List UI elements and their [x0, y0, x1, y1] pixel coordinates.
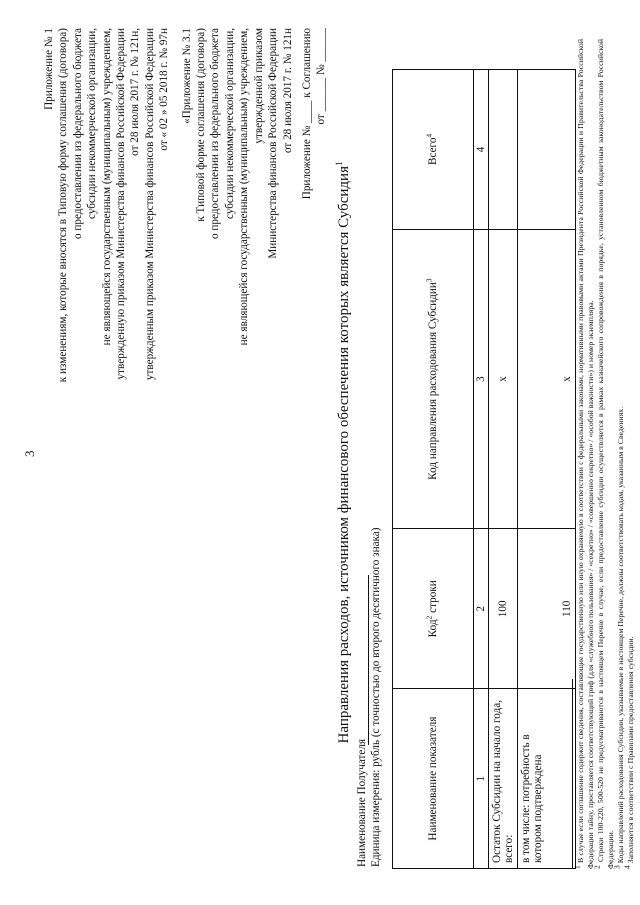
header-direction	[393, 229, 474, 529]
recipient-underline	[368, 575, 369, 745]
header-code-tail: строки	[427, 580, 439, 616]
footnote-text: Коды направлений расходования Субсидии, указываемые в настоящем Перечне, должны соответствовать кодам, указанным в Сведениях.	[616, 406, 625, 864]
footnote	[622, 39, 636, 869]
row-total	[489, 70, 518, 230]
appendix-line: утвержденную приказом Министерства финансов Российской Федерации	[115, 28, 128, 380]
footnote-mark: 3	[612, 865, 622, 869]
header-direction-sup: 3	[424, 278, 434, 283]
table-row	[518, 70, 576, 869]
row-code: 100	[489, 529, 518, 689]
header-code	[393, 529, 474, 689]
appendix-line: не являющейся государственным (муниципальным) учреждением,	[100, 28, 113, 346]
footnote-text: Заполняется в соответствии с Правилами предоставления субсидии.	[626, 636, 635, 864]
appendix-line: от 28 июля 2017 г. № 121н	[281, 28, 294, 154]
row-direction: x	[518, 229, 576, 529]
footnote	[612, 39, 626, 869]
header-total-text: Всего	[427, 137, 439, 165]
agreement-date-line: от ______ № ______	[315, 28, 328, 125]
footnote-text: Строки 100-220, 500-520 не предусматриваются в настоящем Перечне в случае, если предоставление субсидии осуществляется в рамках казначейского сопровождения в порядке, установленном бюджетным законодательством Российской Федерации.	[596, 39, 615, 869]
row-name: Остаток Субсидии на начало года, всего:	[489, 689, 518, 869]
appendix-spacer	[172, 28, 180, 468]
appendix-line: субсидии некоммерческой организации,	[86, 28, 99, 219]
header-direction-text: Код направления расходования Субсидии	[427, 282, 439, 480]
row-total	[518, 70, 576, 230]
appendix-line: от 28 июля 2017 г. № 121н,	[129, 28, 142, 156]
appendix-line: Министерства финансов Российской Федерации	[267, 28, 280, 259]
column-index: 4	[474, 70, 489, 230]
footnote-mark: 1	[572, 865, 582, 869]
appendix-line: Приложение № 1	[43, 28, 55, 110]
title-text: Направления расходов, источником финансового обеспечения которых является Субсидия	[336, 166, 352, 744]
column-index: 2	[474, 529, 489, 689]
appendix-line: о предоставлении из федерального бюджета	[71, 28, 84, 240]
appendix-line: не являющейся государственным (муниципальным) учреждением,	[238, 28, 251, 346]
appendix-line: «Приложение № 3.1	[180, 28, 193, 124]
column-index: 1	[474, 689, 489, 869]
footnotes	[572, 39, 636, 869]
agreement-line: Приложение № ____ к Соглашению	[301, 28, 313, 200]
expense-directions-table	[392, 69, 576, 869]
appendix-line: о предоставлении из федерального бюджета	[209, 28, 222, 240]
header-name: Наименование показателя	[393, 689, 474, 869]
footnote-mark: 4	[622, 865, 632, 869]
footnote	[592, 39, 616, 869]
header-code-sup: 2	[424, 615, 434, 620]
row-direction: x	[489, 229, 518, 529]
footnote-separator	[572, 679, 573, 869]
row-name: в том числе: потребность в котором подтверждена	[518, 689, 576, 869]
agreement-reference	[300, 28, 329, 288]
appendix-line: утвержденной приказом	[252, 28, 265, 144]
table-header-row	[393, 70, 474, 869]
footnote-text: В случае если соглашение содержит сведения, составляющие государственную или иную охраняемую в соответствии с федеральными законами, нормативными правовыми актами Президента Российской Федерации и Правительства Российской Федерации тайну, проставляется соответствующий гриф (для «служебного пользования» / «секретно» / «совершенно секретно» / «особой важности») и номер экземпляра.	[576, 39, 595, 869]
footnote	[572, 39, 596, 869]
header-total-sup: 4	[424, 133, 434, 138]
header-code-text: Код	[427, 619, 439, 638]
column-index: 3	[474, 229, 489, 529]
appendix-line: от « 02 » 05 2018 г. № 97н	[158, 28, 171, 151]
appendix-line: субсидии некоммерческой организации,	[223, 28, 236, 219]
recipient-label: Наименование Получателя	[356, 738, 368, 867]
title-footnote-mark: 1	[334, 161, 344, 167]
footnote-mark: 2	[592, 865, 602, 869]
document-title	[336, 0, 353, 905]
header-total	[393, 70, 474, 230]
unit-label: Единица измерения: рубль (с точностью до второго десятичного знака)	[370, 527, 382, 867]
appendix-block	[42, 28, 295, 468]
appendix-line: к Типовой форме соглашения (договора)	[195, 28, 208, 222]
row-code: 110	[518, 529, 576, 689]
appendix-line: утвержденным приказом Министерства финансов Российской Федерации	[143, 28, 156, 381]
table-row	[489, 70, 518, 869]
appendix-line: к изменениям, которые вносятся в Типовую форму соглашения (договора)	[57, 28, 70, 383]
page-number: 3	[22, 450, 37, 457]
column-index-row	[474, 70, 489, 869]
